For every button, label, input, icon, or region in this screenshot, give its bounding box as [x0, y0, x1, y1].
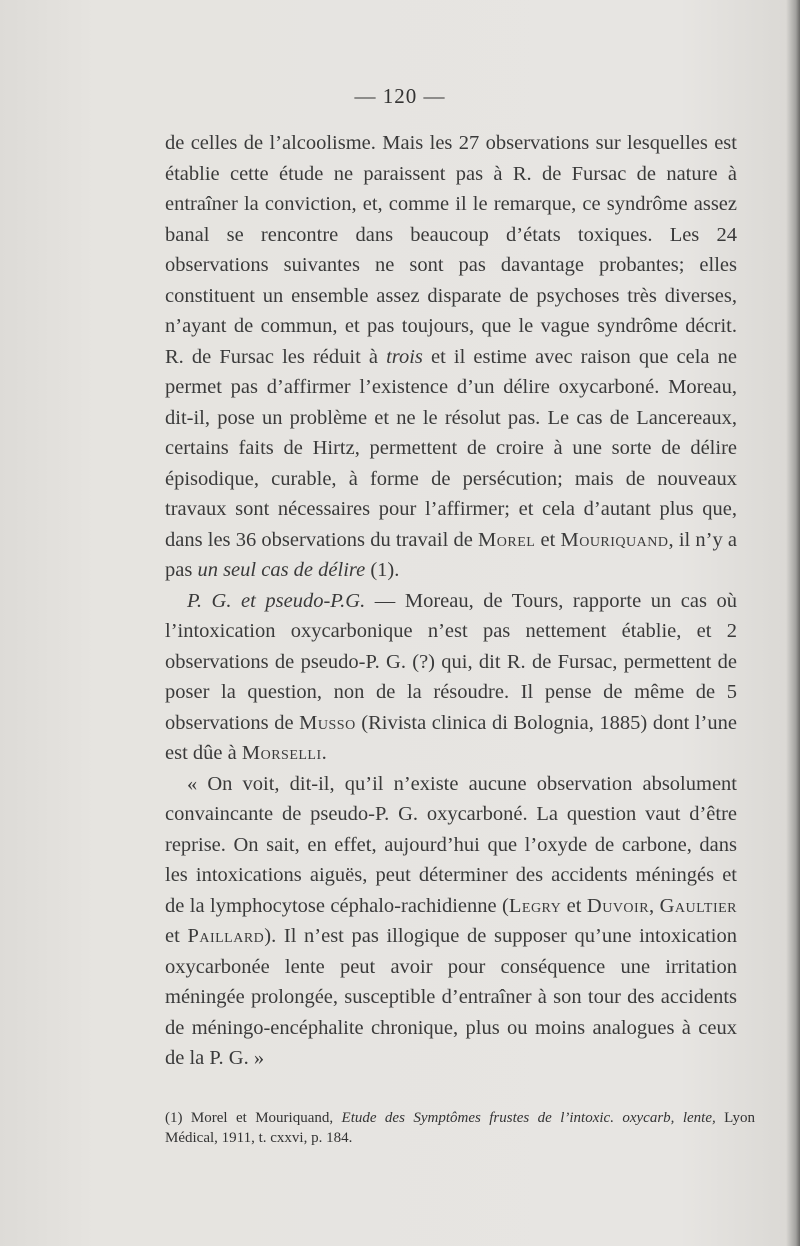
italic-text: Etude des Symptômes frustes de l’intoxic. oxycarb, lente,: [341, 1110, 716, 1126]
italic-text: un seul cas de délire: [197, 559, 366, 581]
text-run: et: [561, 894, 587, 917]
paragraph-3: [165, 769, 737, 1074]
author-name: Legry: [508, 894, 562, 917]
text-run: (1).: [365, 559, 400, 581]
author-name: Duvoir: [586, 894, 650, 917]
italic-text: trois: [386, 345, 423, 368]
text-run: , il n’y a pas: [165, 528, 738, 581]
footnote: [165, 1108, 755, 1148]
italic-text: P. G. et pseudo-P.G.: [187, 589, 366, 612]
author-name: Paillard: [187, 925, 265, 947]
page-edge-shadow: [786, 0, 800, 1246]
author-name: Mouriquand: [560, 528, 669, 551]
author-name: Morselli: [241, 742, 322, 764]
text-run: Lyon Médical, 1911, t. cxxvi, p. 184.: [165, 1110, 755, 1146]
author-name: Gaultier: [659, 894, 738, 917]
text-run: (1) Morel et Mouriquand,: [165, 1110, 342, 1126]
text-run: de celles de l’alcoolisme. Mais les 27 observations sur lesquelles est établie cette étude ne paraissent pas à R. de Fursac de nature à entraîner la conviction, et, comme il le remarque, ce syndrôme assez banal se rencontre dans beaucoup d’états toxiques. Les 24 observations suivantes ne sont pas davantage probantes; elles constituent un ensemble assez disparate de psychoses très diverses, n’ayant de commun, et pas toujours, que le vague syndrôme décrit. R. de Fursac les réduit à: [165, 132, 737, 368]
paragraph-1: [165, 128, 737, 586]
text-run: « On voit, dit-il, qu’il n’existe aucune observation absolument convaincante de pseudo-P. G. oxycarboné. La question vaut d’être reprise. On sait, en effet, aujourd’hui que l’oxyde de carbone, dans les intoxications aiguës, peut déterminer des accidents méningés et de la lymphocytose céphalo-rachidienne (: [165, 772, 737, 917]
text-run: — Moreau, de Tours, rapporte un cas où l’intoxication oxycarbonique n’est pas nettement établie, et 2 observations de pseudo-P. G. (?) qui, dit R. de Fursac, permettent de poser la question, non de la résoudre. Il pense de même de 5 observations de: [165, 589, 737, 734]
text-run: ). Il n’est pas illogique de supposer qu’une intoxication oxycarbonée lente peut avoir pour conséquence une irritation méningée prolongée, susceptible d’entraîner à son tour des accidents de méningo-encéphalite chronique, plus ou moins analogues à ceux de la P. G. »: [165, 925, 737, 1069]
text-run: et: [535, 528, 561, 551]
text-run: (Rivista clinica di Bolognia, 1885) dont l’une est dûe à: [165, 711, 737, 764]
paragraph-2: [165, 586, 737, 769]
text-run: ,: [649, 894, 660, 917]
body-text: [165, 128, 737, 1074]
author-name: Musso: [299, 711, 356, 734]
text-run: et il estime avec raison que cela ne permet pas d’affirmer l’existence d’un délire oxycarboné. Moreau, dit-il, pose un problème et ne le résolut pas. Le cas de Lancereaux, certains faits de Hirtz, permettent de croire à une sorte de délire épisodique, curable, à forme de persécution; mais de nouveaux travaux sont nécessaires pour l’affirmer; et cela d’autant plus que, dans les 36 observations du travail de: [165, 345, 737, 551]
text-run: .: [321, 742, 327, 764]
text-run: et: [165, 925, 188, 947]
page-number: — 120 —: [354, 84, 446, 108]
author-name: Morel: [478, 528, 536, 551]
